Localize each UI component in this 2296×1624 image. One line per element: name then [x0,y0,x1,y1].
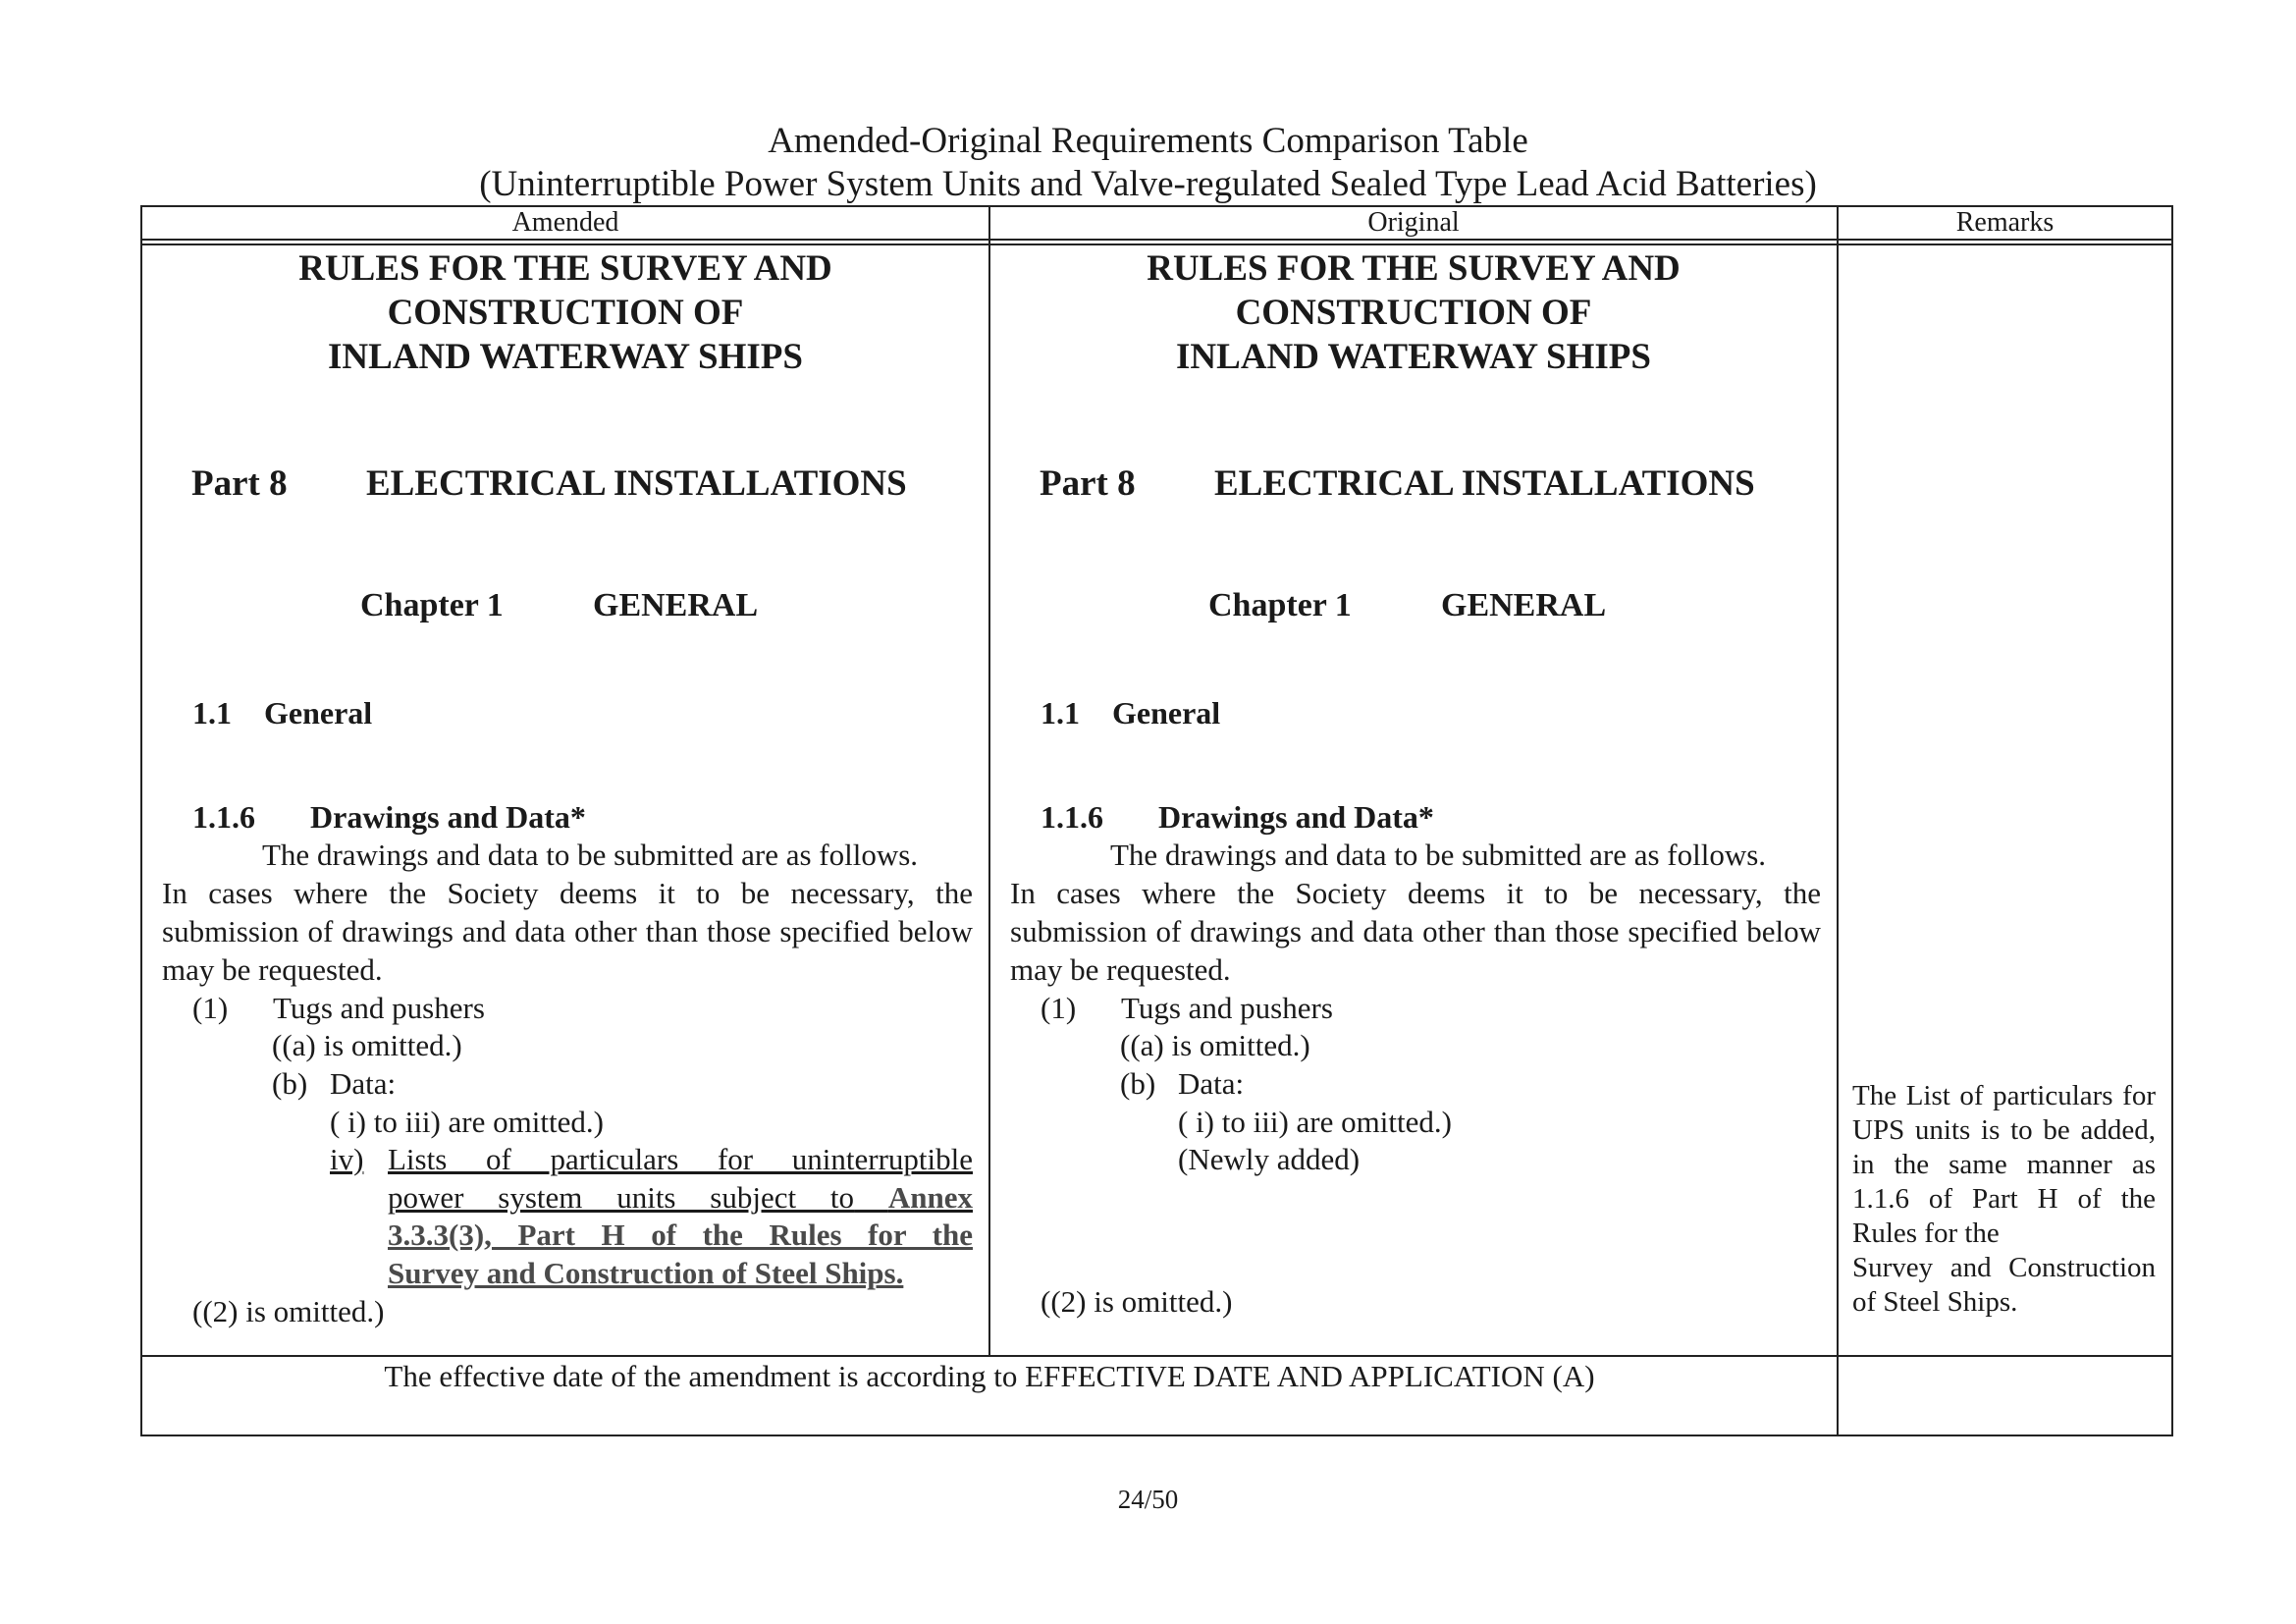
item-iv-line3: 3.3.3(3), Part H of the Rules for the [388,1218,973,1252]
rules-title-line3: INLAND WATERWAY SHIPS [328,337,803,377]
section-number: 1.1 [1041,695,1080,731]
items-i-iii-omitted: ( i) to iii) are omitted.) [1178,1105,1452,1139]
item-a-omitted: ((a) is omitted.) [272,1028,462,1062]
item-1-text: Tugs and pushers [273,991,485,1025]
document-title: Amended-Original Requirements Comparison Table [768,121,1528,161]
item-iv-line4: Survey and Construction of Steel Ships. [388,1256,904,1290]
newly-added-note: (Newly added) [1178,1142,1361,1176]
item-1-number: (1) [1041,991,1077,1025]
section-title: General [264,695,373,731]
intro-first-line: The drawings and data to be submitted are as follows. [262,838,919,872]
item-1-number: (1) [192,991,229,1025]
item-2-omitted: ((2) is omitted.) [192,1294,385,1328]
remarks-body: The List of particulars for UPS units is to be added, in the same manner as 1.1.6 of Part H of the Rules for the [1852,1080,2156,1249]
remarks-text [1852,1079,2156,1320]
item-b-number: (b) [1120,1066,1156,1101]
subsection-title: Drawings and Data* [1158,799,1434,835]
intro-paragraph: In cases where the Society deems it to be necessary, the submission of drawings and data other than those specified below may be requested. [1010,876,1821,987]
item-b-text: Data: [330,1066,397,1101]
part-title: ELECTRICAL INSTALLATIONS [366,463,907,504]
chapter-number: Chapter 1 [360,587,504,623]
effective-date-note: The effective date of the amendment is according to EFFECTIVE DATE AND APPLICATION (A) [384,1359,1595,1393]
annex-reference-start: Annex [887,1180,973,1215]
rules-title-line1: RULES FOR THE SURVEY AND [1147,248,1681,289]
item-b-text: Data: [1178,1066,1245,1101]
rules-title-line2: CONSTRUCTION OF [1235,293,1592,333]
part-title: ELECTRICAL INSTALLATIONS [1214,463,1755,504]
rules-title-line3: INLAND WATERWAY SHIPS [1176,337,1651,377]
chapter-title: GENERAL [593,587,759,623]
column-divider-original-remarks [1837,205,1839,1436]
chapter-number: Chapter 1 [1208,587,1352,623]
item-2-omitted: ((2) is omitted.) [1041,1284,1233,1319]
item-iv-line1: Lists of particulars for uninterruptible [388,1142,973,1176]
items-i-iii-omitted: ( i) to iii) are omitted.) [330,1105,604,1139]
footer-row-divider [140,1355,2173,1357]
column-header-amended: Amended [511,207,619,238]
item-b-number: (b) [272,1066,308,1101]
column-header-original: Original [1367,207,1460,238]
page-number: 24/50 [1117,1485,1179,1514]
section-title: General [1112,695,1221,731]
chapter-title: GENERAL [1441,587,1607,623]
item-1-text: Tugs and pushers [1121,991,1333,1025]
item-iv-line2 [388,1178,973,1217]
remarks-body-last-line: Survey and Construction of Steel Ships. [1852,1252,2156,1318]
subsection-number: 1.1.6 [1041,799,1103,835]
section-number: 1.1 [192,695,232,731]
item-a-omitted: ((a) is omitted.) [1120,1028,1310,1062]
part-number: Part 8 [1040,463,1136,504]
item-iv-line2-text: power system units subject to [388,1180,855,1215]
rules-title-line1: RULES FOR THE SURVEY AND [298,248,832,289]
document-subtitle: (Uninterruptible Power System Units and Valve-regulated Sealed Type Lead Acid Batteries) [479,164,1817,204]
intro-paragraph: In cases where the Society deems it to be necessary, the submission of drawings and data other than those specified below may be requested. [162,876,973,987]
item-iv-number: iv) [330,1142,364,1176]
rules-title-line2: CONSTRUCTION OF [387,293,744,333]
intro-first-line: The drawings and data to be submitted are as follows. [1110,838,1767,872]
part-number: Part 8 [191,463,288,504]
subsection-title: Drawings and Data* [310,799,586,835]
column-header-remarks: Remarks [1955,207,2055,238]
subsection-number: 1.1.6 [192,799,255,835]
header-divider-bottom [140,244,2173,245]
